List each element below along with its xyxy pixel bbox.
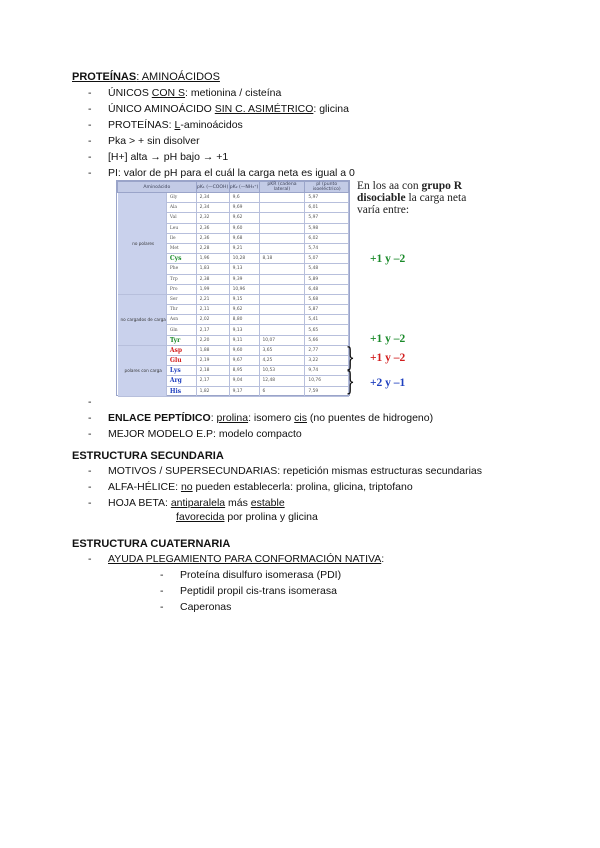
label-cys-charge: +1 y –2: [370, 253, 406, 265]
table-cell: [259, 284, 305, 294]
table-cell: [259, 315, 305, 325]
table-row: [118, 193, 349, 203]
group-label-cell: no polares: [118, 193, 167, 295]
peptide-list: [108, 394, 433, 442]
table-cell: 2,36: [196, 223, 229, 233]
table-cell: [259, 203, 305, 213]
table-cell: 2,11: [196, 305, 229, 315]
list-item: [108, 394, 433, 410]
header-pk1: pK₁ (—COOH): [196, 182, 229, 193]
table-cell: 5,48: [305, 264, 349, 274]
table-cell: 2,02: [196, 315, 229, 325]
list-item: - MEJOR MODELO E.P: modelo compacto: [108, 426, 433, 442]
group-label-cell: no cargados de carga: [118, 294, 167, 345]
table-cell: 3,22: [305, 356, 349, 366]
table-cell: 6,01: [305, 203, 349, 213]
table-cell: 5,41: [305, 315, 349, 325]
table-cell: 8,95: [229, 366, 259, 376]
table-cell: [259, 213, 305, 223]
list-item: - Peptidil propil cis-trans isomerasa: [180, 583, 341, 599]
table-cell: [259, 193, 305, 203]
table-row: [118, 294, 349, 304]
table-cell: [259, 264, 305, 274]
aa-name-cell: Ser: [166, 294, 196, 304]
table-cell: 9,62: [229, 213, 259, 223]
table-header-row: [118, 182, 349, 193]
label-acidic-charge: +1 y –2: [370, 352, 406, 364]
table-cell: [259, 325, 305, 335]
list-item: - PROTEÍNAS: L-aminoácidos: [108, 117, 355, 133]
aa-name-cell: Asp: [166, 345, 196, 355]
table-cell: 9,6: [229, 193, 259, 203]
table-side-note: En los aa con grupo R disociable la carga neta varía entre:: [357, 180, 467, 216]
table-cell: [259, 243, 305, 253]
aa-name-cell: Pro: [166, 284, 196, 294]
table-cell: 9,13: [229, 264, 259, 274]
amino-acid-table-image: [116, 180, 350, 396]
table-cell: 2,34: [196, 203, 229, 213]
table-cell: 9,17: [229, 386, 259, 396]
table-cell: 1,99: [196, 284, 229, 294]
table-cell: 2,28: [196, 243, 229, 253]
list-item: - PI: valor de pH para el cuál la carga neta es igual a 0: [108, 165, 355, 181]
table-cell: 2,34: [196, 193, 229, 203]
list-item: - ALFA-HÉLICE: no pueden establecerla: prolina, glicina, triptofano: [108, 479, 482, 495]
table-cell: 2,36: [196, 233, 229, 243]
table-cell: 9,11: [229, 335, 259, 345]
secundaria-list: [108, 463, 482, 511]
header-pk2: pK₂ (—NH₃⁺): [229, 182, 259, 193]
table-cell: 9,39: [229, 274, 259, 284]
table-cell: 10,28: [229, 254, 259, 264]
table-cell: [259, 233, 305, 243]
list-item: - [H+] alta → pH bajo → +1: [108, 149, 355, 165]
aa-name-cell: Tyr: [166, 335, 196, 345]
cuaternaria-sublist: [180, 567, 341, 615]
cuaternaria-list: [108, 551, 384, 567]
aa-name-cell: Leu: [166, 223, 196, 233]
list-item: - Proteína disulfuro isomerasa (PDI): [180, 567, 341, 583]
table-cell: 9,74: [305, 366, 349, 376]
section-title-proteinas: PROTEÍNAS: AMINOÁCIDOS: [72, 71, 220, 83]
table-cell: [259, 294, 305, 304]
table-cell: 2,77: [305, 345, 349, 355]
table-cell: 2,21: [196, 294, 229, 304]
label-basic-charge: +2 y –1: [370, 377, 406, 389]
aa-name-cell: Glu: [166, 356, 196, 366]
table-cell: 5,68: [305, 294, 349, 304]
table-cell: 9,60: [229, 223, 259, 233]
table-cell: 8,80: [229, 315, 259, 325]
brace-basic: }: [345, 367, 355, 397]
table-row: [118, 345, 349, 355]
list-item: - ENLACE PEPTÍDICO: prolina: isomero cis (no puentes de hidrogeno): [108, 410, 433, 426]
table-cell: 1,96: [196, 254, 229, 264]
aa-name-cell: Trp: [166, 274, 196, 284]
aa-name-cell: Gly: [166, 193, 196, 203]
table-cell: 9,67: [229, 356, 259, 366]
list-item: - AYUDA PLEGAMIENTO PARA CONFORMACIÓN NATIVA:: [108, 551, 384, 567]
amino-acid-table: [117, 181, 349, 397]
list-item: - HOJA BETA: antiparalela más estable: [108, 495, 482, 511]
table-cell: 9,04: [229, 376, 259, 386]
table-cell: 8,18: [259, 254, 305, 264]
table-cell: 5,98: [305, 223, 349, 233]
table-cell: 6,48: [305, 284, 349, 294]
table-cell: 1,82: [196, 386, 229, 396]
table-cell: 9,69: [229, 203, 259, 213]
section-title-cuaternaria: ESTRUCTURA CUATERNARIA: [72, 538, 231, 550]
table-cell: 9,60: [229, 345, 259, 355]
aa-name-cell: Arg: [166, 376, 196, 386]
brace-acidic: }: [345, 343, 355, 373]
list-item: - MOTIVOS / SUPERSECUNDARIAS: repetición mismas estructuras secundarias: [108, 463, 482, 479]
list-item: - ÚNICO AMINOÁCIDO SIN C. ASIMÉTRICO: glicina: [108, 101, 355, 117]
header-pi: pI (punto isoeléctrico): [305, 182, 349, 193]
table-cell: 10,53: [259, 366, 305, 376]
table-cell: 5,97: [305, 193, 349, 203]
table-cell: 4,25: [259, 356, 305, 366]
table-cell: 2,19: [196, 356, 229, 366]
table-cell: [259, 274, 305, 284]
proteinas-list: [108, 85, 355, 181]
label-tyr-charge: +1 y –2: [370, 333, 406, 345]
table-cell: 10,96: [229, 284, 259, 294]
header-pkr: pKR (cadena lateral): [259, 182, 305, 193]
table-cell: 5,66: [305, 335, 349, 345]
table-cell: 9,62: [229, 305, 259, 315]
table-cell: 7,59: [305, 386, 349, 396]
table-cell: 10,07: [259, 335, 305, 345]
table-cell: 2,17: [196, 325, 229, 335]
aa-name-cell: His: [166, 386, 196, 396]
table-cell: 5,74: [305, 243, 349, 253]
aa-name-cell: Gln: [166, 325, 196, 335]
table-cell: 2,32: [196, 213, 229, 223]
table-cell: 5,07: [305, 254, 349, 264]
aa-name-cell: Lys: [166, 366, 196, 376]
table-cell: 2,18: [196, 366, 229, 376]
aa-name-cell: Ile: [166, 233, 196, 243]
aa-name-cell: Ala: [166, 203, 196, 213]
aa-name-cell: Phe: [166, 264, 196, 274]
table-cell: 10,76: [305, 376, 349, 386]
table-cell: 9,21: [229, 243, 259, 253]
aa-name-cell: Thr: [166, 305, 196, 315]
table-cell: 3,65: [259, 345, 305, 355]
table-cell: 2,38: [196, 274, 229, 284]
table-cell: [259, 305, 305, 315]
table-cell: 6: [259, 386, 305, 396]
table-cell: 9,13: [229, 325, 259, 335]
table-cell: 2,17: [196, 376, 229, 386]
table-cell: 9,15: [229, 294, 259, 304]
aa-name-cell: Asn: [166, 315, 196, 325]
table-cell: 12,48: [259, 376, 305, 386]
table-cell: 1,88: [196, 345, 229, 355]
table-cell: 1,83: [196, 264, 229, 274]
table-cell: [259, 223, 305, 233]
table-cell: 2,20: [196, 335, 229, 345]
table-cell: 5,87: [305, 305, 349, 315]
table-cell: 9,68: [229, 233, 259, 243]
table-cell: 6,02: [305, 233, 349, 243]
table-cell: 5,97: [305, 213, 349, 223]
section-title-secundaria: ESTRUCTURA SECUNDARIA: [72, 450, 224, 462]
table-cell: 5,89: [305, 274, 349, 284]
aa-name-cell: Val: [166, 213, 196, 223]
list-item: - ÚNICOS CON S: metionina / cisteína: [108, 85, 355, 101]
aa-name-cell: Cys: [166, 254, 196, 264]
table-cell: 5,65: [305, 325, 349, 335]
header-aminoacido: Aminoácido: [118, 182, 197, 193]
group-label-cell: polares con carga: [118, 345, 167, 396]
hoja-beta-continuation: favorecida por prolina y glicina: [176, 511, 318, 523]
list-item: - Pka > + sin disolver: [108, 133, 355, 149]
aa-name-cell: Met: [166, 243, 196, 253]
list-item: - Caperonas: [180, 599, 341, 615]
